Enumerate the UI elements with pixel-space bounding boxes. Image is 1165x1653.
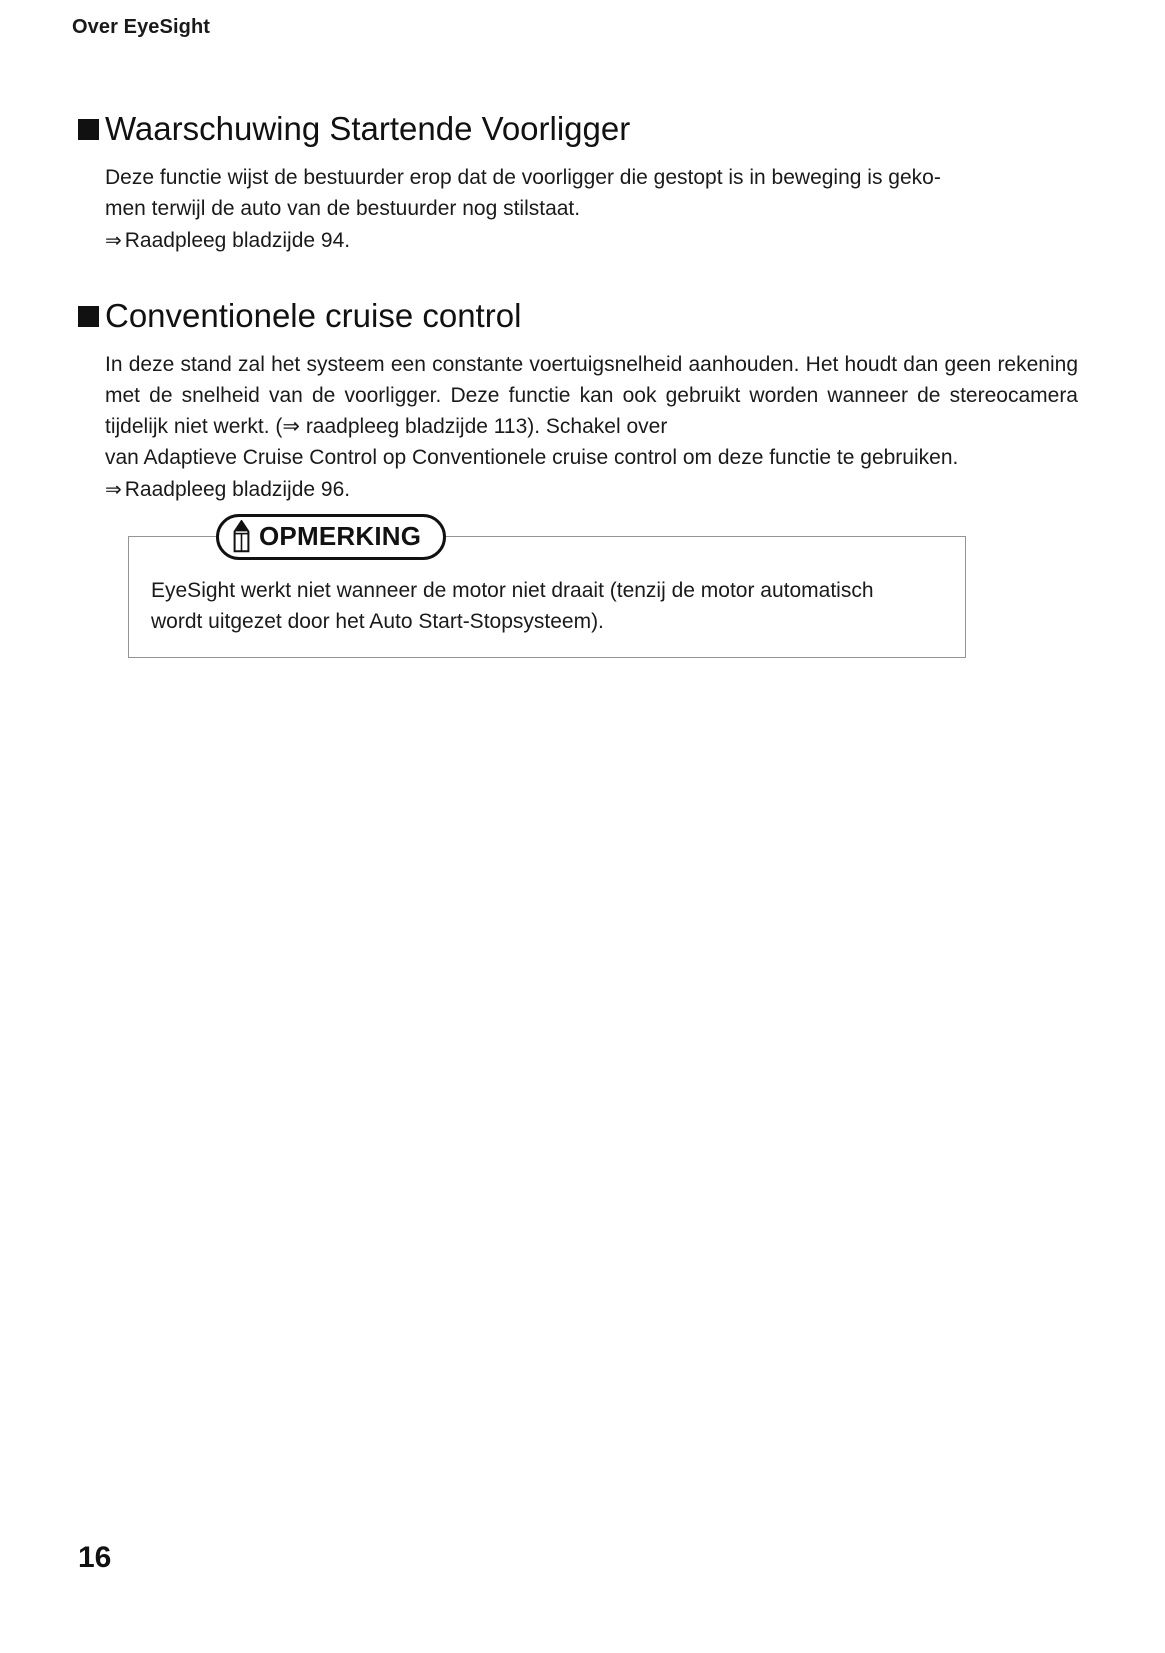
double-arrow-icon: ⇒: [105, 478, 122, 501]
page-reference-label: Raadpleeg bladzijde 96.: [124, 477, 351, 501]
note-text-last-line: wordt uitgezet door het Auto Start-Stopsysteem).: [151, 609, 604, 633]
section-heading-label: Conventionele cruise control: [105, 296, 522, 334]
note-badge-label: OPMERKING: [259, 520, 422, 551]
section-heading: [78, 297, 1088, 335]
page-reference-label: Raadpleeg bladzijde 94.: [124, 228, 351, 252]
note-callout: [128, 520, 966, 658]
section-paragraph: [78, 349, 1088, 473]
double-arrow-icon: ⇒: [105, 229, 122, 252]
section-waarschuwing-startende-voorligger: [78, 110, 1088, 257]
running-header: Over EyeSight: [72, 16, 211, 38]
page-reference: [78, 224, 1088, 257]
note-text: [151, 575, 939, 637]
section-heading-label: Waarschuwing Startende Voorligger: [105, 110, 631, 147]
section-heading: [78, 110, 1088, 148]
paragraph-last-line: van Adaptieve Cruise Control op Conventionele cruise control om deze functie te gebruiken.: [105, 445, 959, 469]
paragraph-text: Deze functie wijst de bestuurder erop dat de voorligger die gestopt is in beweging is geko-: [105, 165, 941, 189]
page-content: [78, 110, 1088, 658]
pencil-icon: [233, 520, 250, 553]
filled-square-icon: [78, 119, 99, 140]
note-text-main: EyeSight werkt niet wanneer de motor niet draait (tenzij de motor automatisch: [151, 578, 874, 602]
page-number: 16: [78, 1541, 112, 1574]
page-reference: [78, 473, 1088, 506]
section-conventionele-cruise-control: [78, 297, 1088, 658]
paragraph-text: In deze stand zal het systeem een constante voertuigsnelheid aanhouden. Het houdt dan geen rekening met de snelheid van de voorligger. Deze functie kan ook gebruikt worden wanneer de stereocamera tijdelijk niet werkt. (⇒ raadpleeg bladzijde 113). Schakel over: [105, 352, 1078, 438]
section-paragraph: [78, 162, 1088, 224]
paragraph-last-line: men terwijl de auto van de bestuurder nog stilstaat.: [105, 196, 581, 220]
filled-square-icon: [78, 306, 99, 327]
note-badge: [216, 514, 446, 560]
